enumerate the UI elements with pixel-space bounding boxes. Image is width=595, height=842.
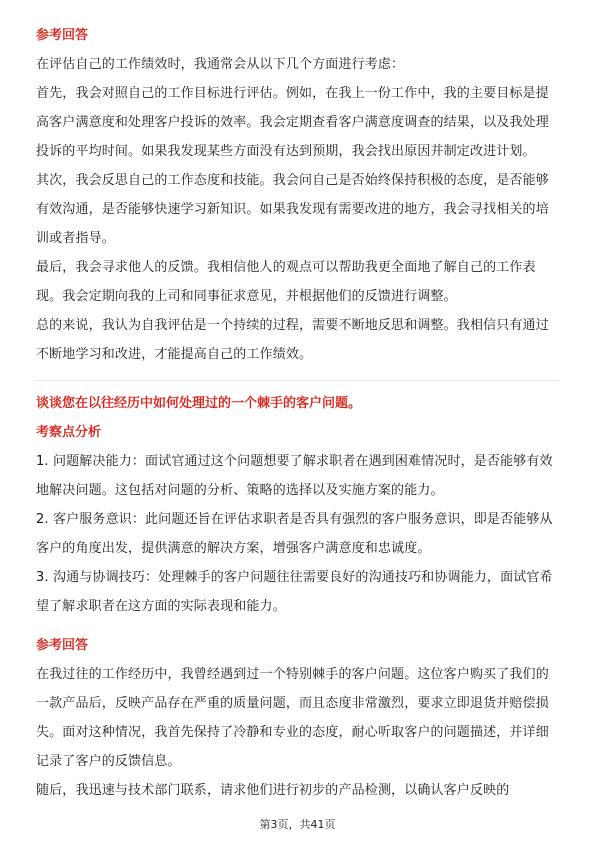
paragraph-third: 最后，我会寻求他人的反馈。我相信他人的观点可以帮助我更全面地了解自己的工作表现。我会定期向我的上司和同事征求意见，并根据他们的反馈进行调整。 bbox=[36, 260, 536, 304]
answer-paragraph-1: 在我过往的工作经历中，我曾经遇到过一个特别棘手的客户问题。这位客户购买了我们的一款产品后，反映产品存在严重的质量问题，而且态度非常激烈，要求立即退货并赔偿损失。面对这种情况，我首先保持了冷静和专业的态度，耐心听取客户的问题描述，并详细记录了客户的反馈信息。 bbox=[36, 667, 549, 769]
analysis-item-1: 1. 问题解决能力：面试官通过这个问题想要了解求职者在遇到困难情况时，是否能够有效地解决问题。这包括对问题的分析、策略的选择以及实施方案的能力。 bbox=[36, 454, 553, 498]
analysis-heading: 考察点分析 bbox=[36, 425, 102, 440]
section-divider bbox=[36, 380, 559, 381]
answer-heading: 参考回答 bbox=[36, 638, 89, 653]
paragraph-first: 首先，我会对照自己的工作目标进行评估。例如，在我上一份工作中，我的主要目标是提高客户满意度和处理客户投诉的效率。我会定期查看客户满意度调查的结果，以及我处理投诉的平均时间。如果我发现某些方面没有达到预期，我会找出原因并制定改进计划。 bbox=[36, 86, 549, 159]
paragraph-second: 其次，我会反思自己的工作态度和技能。我会问自己是否始终保持积极的态度，是否能够有效沟通，是否能够快速学习新知识。如果我发现有需要改进的地方，我会寻找相关的培训或者指导。 bbox=[36, 173, 549, 246]
paragraph-intro: 在评估自己的工作绩效时，我通常会从以下几个方面进行考虑： bbox=[36, 57, 405, 72]
section-heading-reference-answer: 参考回答 bbox=[36, 28, 89, 43]
answer-paragraph-2: 随后，我迅速与技术部门联系，请求他们进行初步的产品检测，以确认客户反映的 bbox=[36, 783, 510, 798]
analysis-item-3: 3. 沟通与协调技巧：处理棘手的客户问题往往需要良好的沟通技巧和协调能力，面试官希望了解求职者在这方面的实际表现和能力。 bbox=[36, 570, 553, 614]
document-page bbox=[36, 21, 559, 805]
analysis-item-2: 2. 客户服务意识：此问题还旨在评估求职者是否具有强烈的客户服务意识，即是否能够从客户的角度出发，提供满意的解决方案，增强客户满意度和忠诚度。 bbox=[36, 512, 553, 556]
page-number: 第3页，共41页 bbox=[259, 818, 336, 831]
question-title: 谈谈您在以往经历中如何处理过的一个棘手的客户问题。 bbox=[36, 396, 362, 411]
paragraph-summary: 总的来说，我认为自我评估是一个持续的过程，需要不断地反思和调整。我相信只有通过不断地学习和改进，才能提高自己的工作绩效。 bbox=[36, 318, 549, 362]
